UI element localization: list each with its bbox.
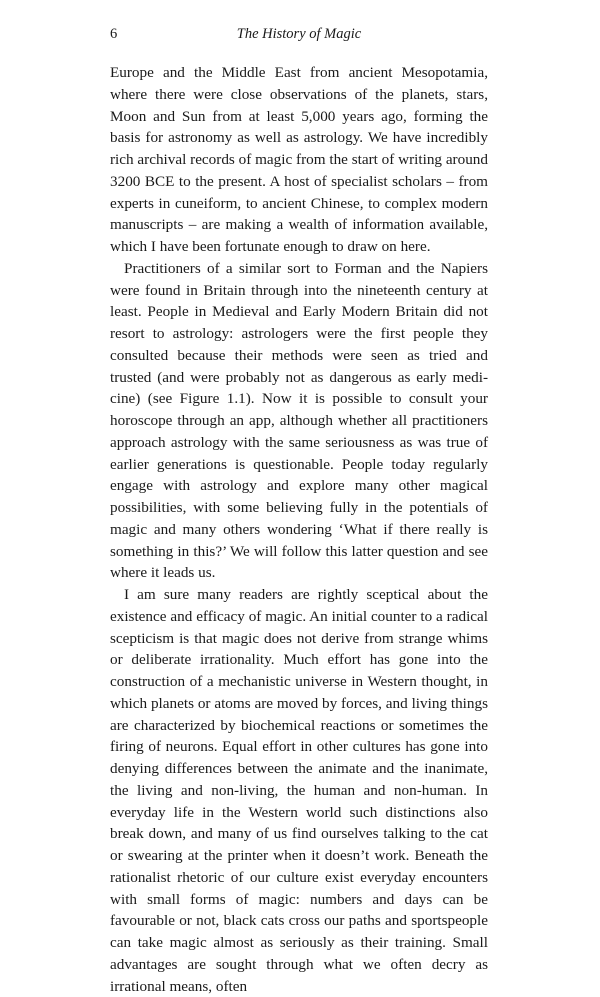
body-text: [110, 62, 488, 997]
paragraph-2: Practitioners of a similar sort to Forman and the Napiers were found in Britain through into the nineteenth century at least. People in Medieval and Early Modern Britain did not resort to astrology: astrologers were the first people they consulted because their methods were seen as tried and trusted (and were probably not as dangerous as early medicine) (see Figure 1.1). Now it is possible to consult your horoscope through an app, although whether all practitioners approach astrology with the same seriousness as was true of earlier generations is questionable. People today regularly engage with astrology and explore many other magical possibilities, with some believing fully in the potentials of magic and many others wondering ‘What if there really is something in this?’ We will follow this latter question and see where it leads us.: [110, 259, 488, 582]
paragraph-1: Europe and the Middle East from ancient Mesopotamia, where there were close observations of the planets, stars, Moon and Sun from at least 5,000 years ago, forming the basis for astronomy as well as astrology. We have incredibly rich archival records of magic from the start of writing around 3200 BCE to the present. A host of specialist scholars – from experts in cuneiform, to ancient Chinese, to complex modern manuscripts – are making a wealth of information available, which I have been fortunate enough to draw on here.: [110, 64, 488, 255]
paragraph-3: I am sure many readers are rightly sceptical about the existence and efficacy of magic. An initial counter to a radical scepticism is that magic does not derive from strange whims or deliberate irrationality. Much effort has gone into the construction of a mechanistic universe in Western thought, in which planets or atoms are moved by forces, and living things are characterized by biochemical reactions or sometimes the firing of neurons. Equal effort in other cultures has gone into denying differences between the animate and the inanimate, the living and non-living, the human and non-human. In everyday life in the Western world such distinctions also break down, and many of us find ourselves talking to the cat or swearing at the printer when it doesn’t work. Beneath the rationalist rhetoric of our culture exist everyday encounters with small forms of magic: numbers and days can be favourable or not, black cats cross our paths and sportspeople can take magic almost as seriously as their training. Small advantages are sought through what we often decry as irrational means, often: [110, 586, 488, 995]
running-head: [110, 22, 488, 46]
page-number: 6: [110, 26, 118, 42]
book-page: [110, 22, 488, 997]
running-title: The History of Magic: [236, 26, 362, 42]
